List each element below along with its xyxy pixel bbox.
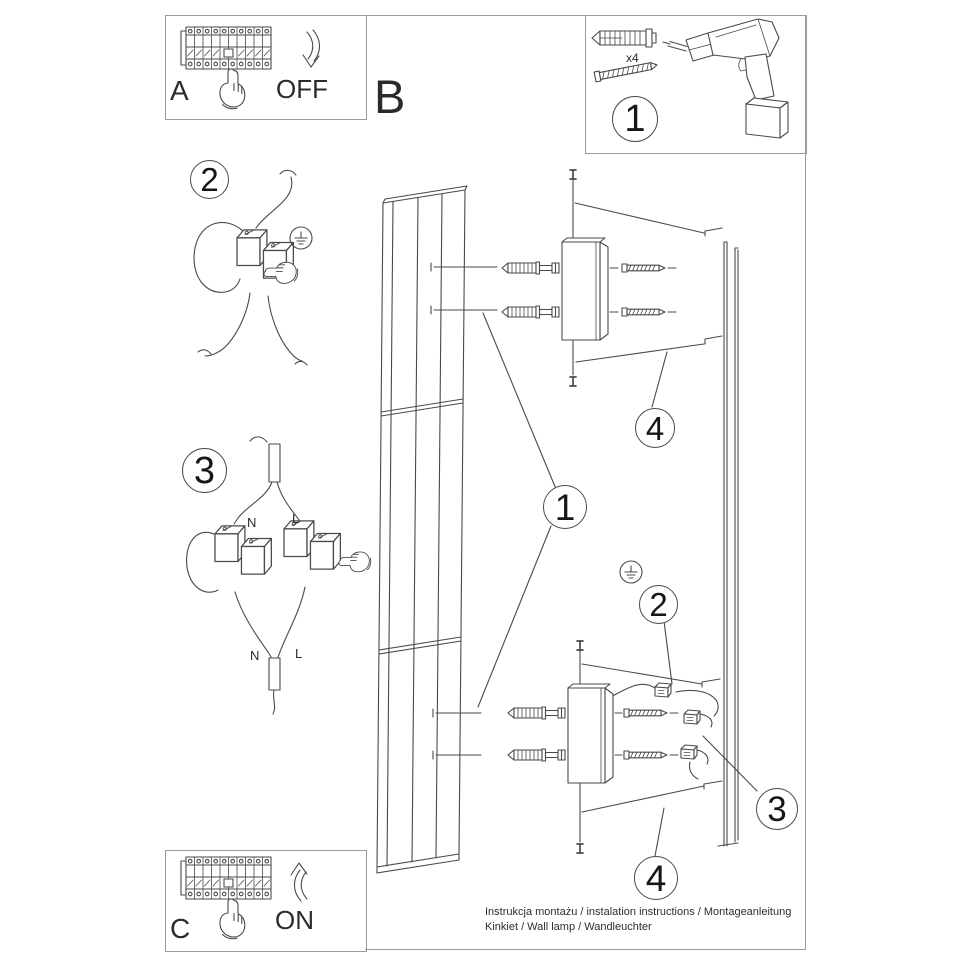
pointing-hand-icon (220, 899, 245, 939)
section-a-label: A (170, 75, 189, 106)
section-b-label: B (374, 70, 406, 123)
pin-icon (570, 170, 576, 179)
circuit-breaker-icon (181, 857, 271, 899)
screw-icon (624, 751, 667, 759)
step2-wiring-illustration (194, 170, 312, 365)
callout-connector-2: 2 (639, 585, 678, 624)
footer-caption (485, 905, 800, 934)
callout-clips-3: 3 (756, 788, 798, 830)
wall-plug-icon (508, 749, 565, 761)
wire-connector-icon (684, 710, 700, 724)
section-c-label: C (170, 913, 191, 944)
pin-icon (570, 377, 576, 386)
callout-step-2: 2 (190, 160, 229, 199)
earth-ground-icon (290, 227, 312, 249)
wire-connector-icon (284, 521, 340, 569)
callout-kit-1: 1 (612, 96, 658, 142)
circuit-breaker-icon (181, 27, 271, 69)
wire-connector-icon (681, 745, 697, 759)
wire-label-n-bottom: N (250, 648, 260, 663)
footer-line-1: Instrukcja montażu / instalation instructions / Montageanleitung (485, 906, 792, 918)
pointing-hand-icon (220, 69, 245, 109)
callout-step-3: 3 (182, 448, 227, 493)
callout-rail-top-4: 4 (635, 408, 675, 448)
wire-label-l-bottom: L (295, 646, 303, 661)
screw-icon (622, 264, 665, 272)
wire-label-l-top: L (292, 511, 300, 526)
wire-connector-icon (215, 526, 271, 574)
wall-plug-icon (502, 262, 559, 274)
screw-quantity-label: x4 (626, 51, 639, 65)
callout-leader-lines (478, 313, 757, 856)
top-mount-assembly (502, 170, 704, 386)
drill-icon (663, 19, 788, 138)
footer-line-2: Kinkiet / Wall lamp / Wandleuchter (485, 920, 652, 933)
lamp-body (377, 186, 467, 873)
pointing-hand-icon (339, 552, 371, 572)
pin-icon (577, 641, 583, 650)
wire (605, 684, 718, 779)
curved-arrow-up-icon (291, 863, 307, 901)
callout-rail-bottom-4: 4 (634, 856, 678, 900)
breaker-off-label: OFF (276, 74, 328, 104)
callout-main-1: 1 (543, 485, 587, 529)
screw-icon (622, 308, 665, 316)
wire-label-n-top: N (247, 515, 257, 530)
wire-connector-icon (655, 683, 671, 697)
earth-ground-icon (620, 561, 642, 583)
bottom-mount-assembly (508, 561, 718, 853)
breaker-on-label: ON (275, 905, 314, 935)
wall-plug-icon (502, 306, 559, 318)
curved-arrow-down-icon (303, 30, 320, 67)
screw-icon (624, 709, 667, 717)
mounting-bracket (568, 684, 613, 783)
mounting-bracket (562, 238, 608, 340)
wall-plug-icon (592, 29, 656, 47)
pin-icon (577, 844, 583, 853)
wall-plug-icon (508, 707, 565, 719)
